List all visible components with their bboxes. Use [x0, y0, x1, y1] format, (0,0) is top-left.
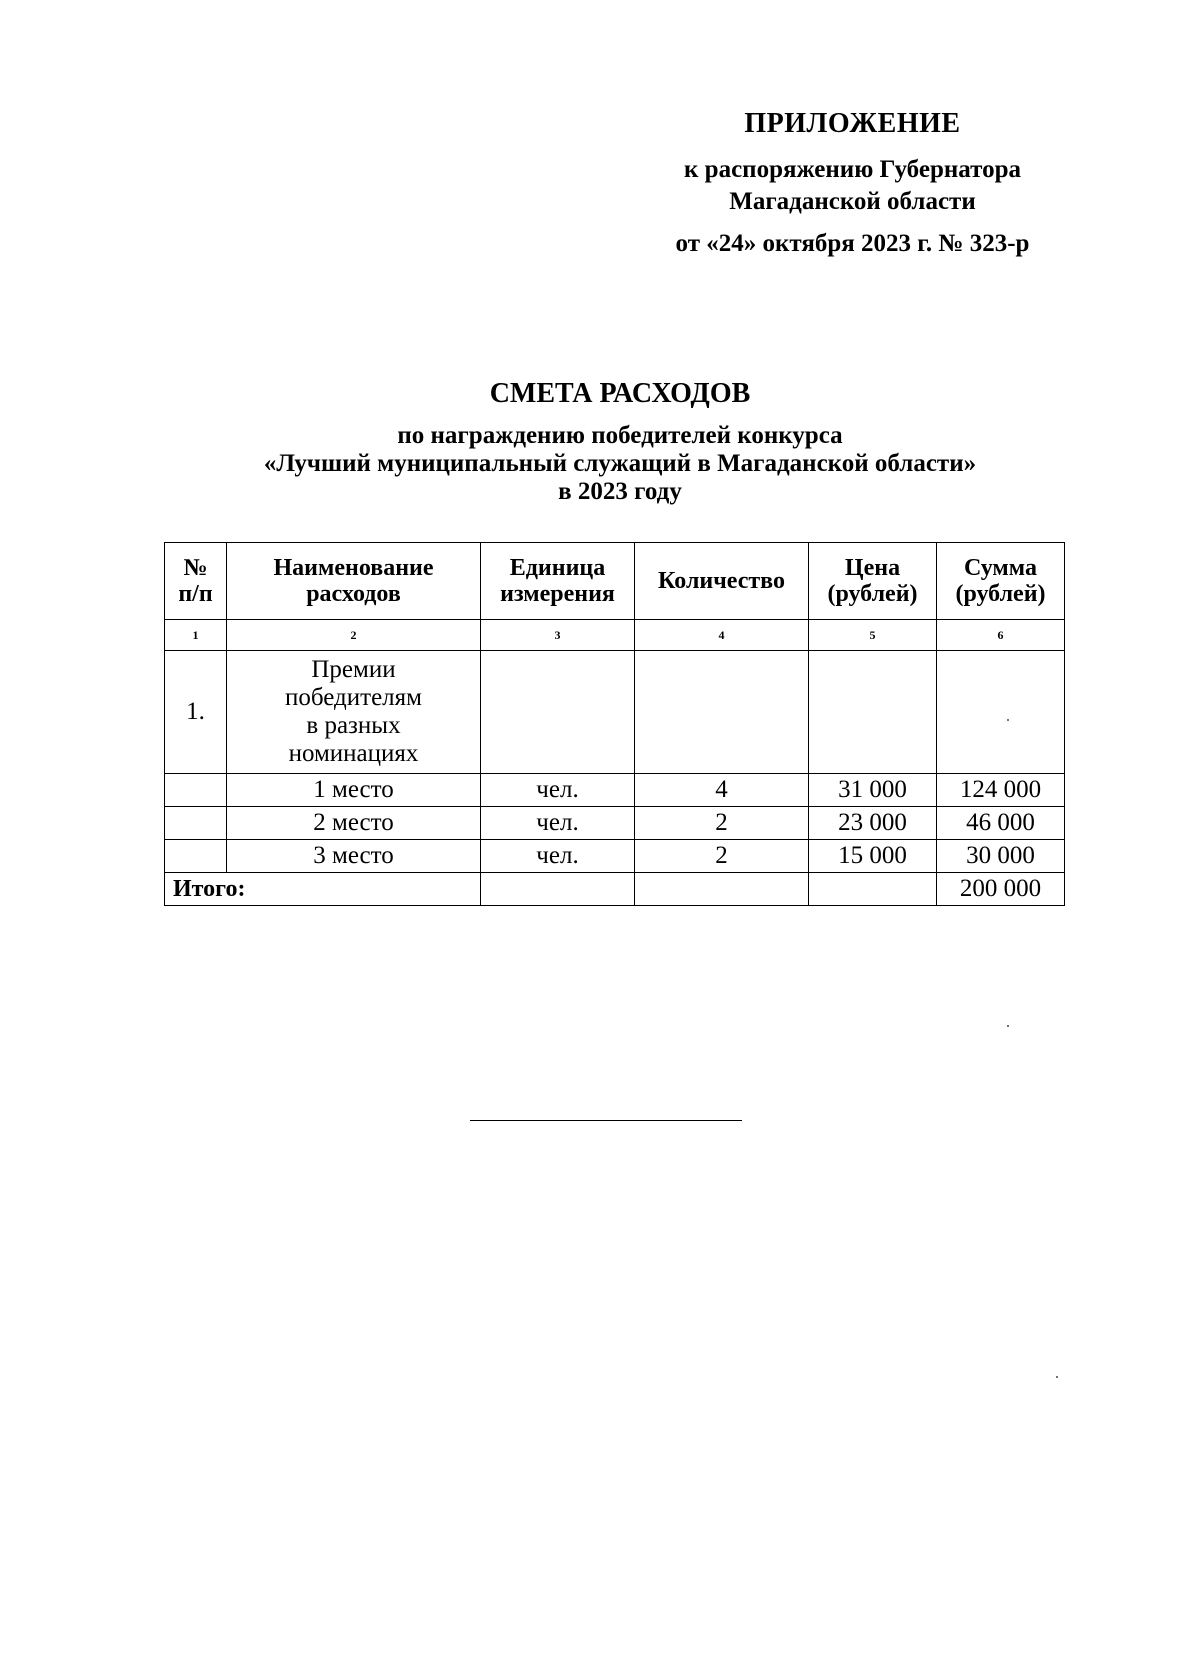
column-number-row	[165, 620, 1065, 651]
column-number: 1	[165, 620, 227, 651]
item-name-line: номинациях	[288, 740, 419, 767]
item-name-line: победителям	[285, 684, 422, 711]
empty-cell	[165, 840, 227, 873]
expense-estimate-table	[164, 542, 1065, 906]
header-price	[809, 543, 937, 620]
empty-cell	[481, 873, 635, 906]
item-name-line: Премии	[311, 656, 396, 683]
header-quantity-line-1: Количество	[658, 568, 785, 594]
appendix-heading: ПРИЛОЖЕНИЕ	[744, 108, 961, 139]
empty-cell	[635, 873, 809, 906]
row-sum: 124 000	[937, 774, 1065, 807]
table-row	[165, 774, 1065, 807]
row-sum: 30 000	[937, 840, 1065, 873]
document-title: СМЕТА РАСХОДОВ	[489, 378, 751, 409]
appendix-line-1: к распоряжению Губернатора	[684, 156, 1021, 183]
document-subtitle-2: «Лучший муниципальный служащий в Магаданской области»	[263, 450, 977, 477]
empty-cell	[635, 651, 809, 774]
row-price: 31 000	[809, 774, 937, 807]
header-sum-line-2: (рублей)	[955, 581, 1046, 607]
row-quantity: 2	[635, 807, 809, 840]
row-price: 15 000	[809, 840, 937, 873]
scan-speck	[1007, 719, 1009, 721]
table-row	[165, 807, 1065, 840]
header-unit-line-2: измерения	[500, 581, 615, 607]
empty-cell	[937, 651, 1065, 774]
scan-speck	[1056, 1376, 1058, 1378]
table-row	[165, 840, 1065, 873]
column-number: 6	[937, 620, 1065, 651]
empty-cell	[481, 651, 635, 774]
header-number-line-2: п/п	[178, 581, 213, 607]
header-number-line-1: №	[183, 555, 208, 581]
row-unit: чел.	[481, 774, 635, 807]
item-name	[227, 651, 481, 774]
header-sum	[937, 543, 1065, 620]
header-expense-name	[227, 543, 481, 620]
header-number	[165, 543, 227, 620]
column-number: 5	[809, 620, 937, 651]
appendix-header	[600, 108, 1105, 260]
row-name: 1 место	[227, 774, 481, 807]
empty-cell	[165, 774, 227, 807]
item-name-line: в разных	[306, 712, 401, 739]
header-unit	[481, 543, 635, 620]
document-title-block	[160, 378, 1080, 506]
header-sum-line-1: Сумма	[964, 555, 1037, 581]
header-expense-name-line-2: расходов	[306, 581, 401, 607]
table-row-total	[165, 873, 1065, 906]
column-number: 4	[635, 620, 809, 651]
row-sum: 46 000	[937, 807, 1065, 840]
row-unit: чел.	[481, 807, 635, 840]
row-price: 23 000	[809, 807, 937, 840]
column-number: 2	[227, 620, 481, 651]
appendix-line-2: Магаданской области	[729, 188, 976, 215]
header-price-line-1: Цена	[844, 555, 901, 581]
empty-cell	[809, 873, 937, 906]
closing-divider-line	[470, 1120, 742, 1121]
column-number: 3	[481, 620, 635, 651]
empty-cell	[165, 807, 227, 840]
row-quantity: 2	[635, 840, 809, 873]
empty-cell	[809, 651, 937, 774]
header-unit-line-1: Единица	[509, 555, 606, 581]
row-quantity: 4	[635, 774, 809, 807]
header-price-line-2: (рублей)	[827, 581, 918, 607]
table-row-item	[165, 651, 1065, 774]
row-name: 2 место	[227, 807, 481, 840]
row-name: 3 место	[227, 840, 481, 873]
scan-speck	[1007, 1025, 1009, 1027]
header-quantity	[635, 543, 809, 620]
appendix-order-date: от «24» октября 2023 г. № 323-р	[675, 230, 1030, 257]
row-unit: чел.	[481, 840, 635, 873]
item-number: 1.	[165, 651, 227, 774]
document-subtitle-3: в 2023 году	[558, 478, 682, 505]
header-expense-name-line-1: Наименование	[273, 555, 434, 581]
table-header-row	[165, 543, 1065, 620]
document-subtitle-1: по награждению победителей конкурса	[397, 422, 843, 449]
total-label: Итого:	[165, 873, 481, 906]
total-sum: 200 000	[937, 873, 1065, 906]
